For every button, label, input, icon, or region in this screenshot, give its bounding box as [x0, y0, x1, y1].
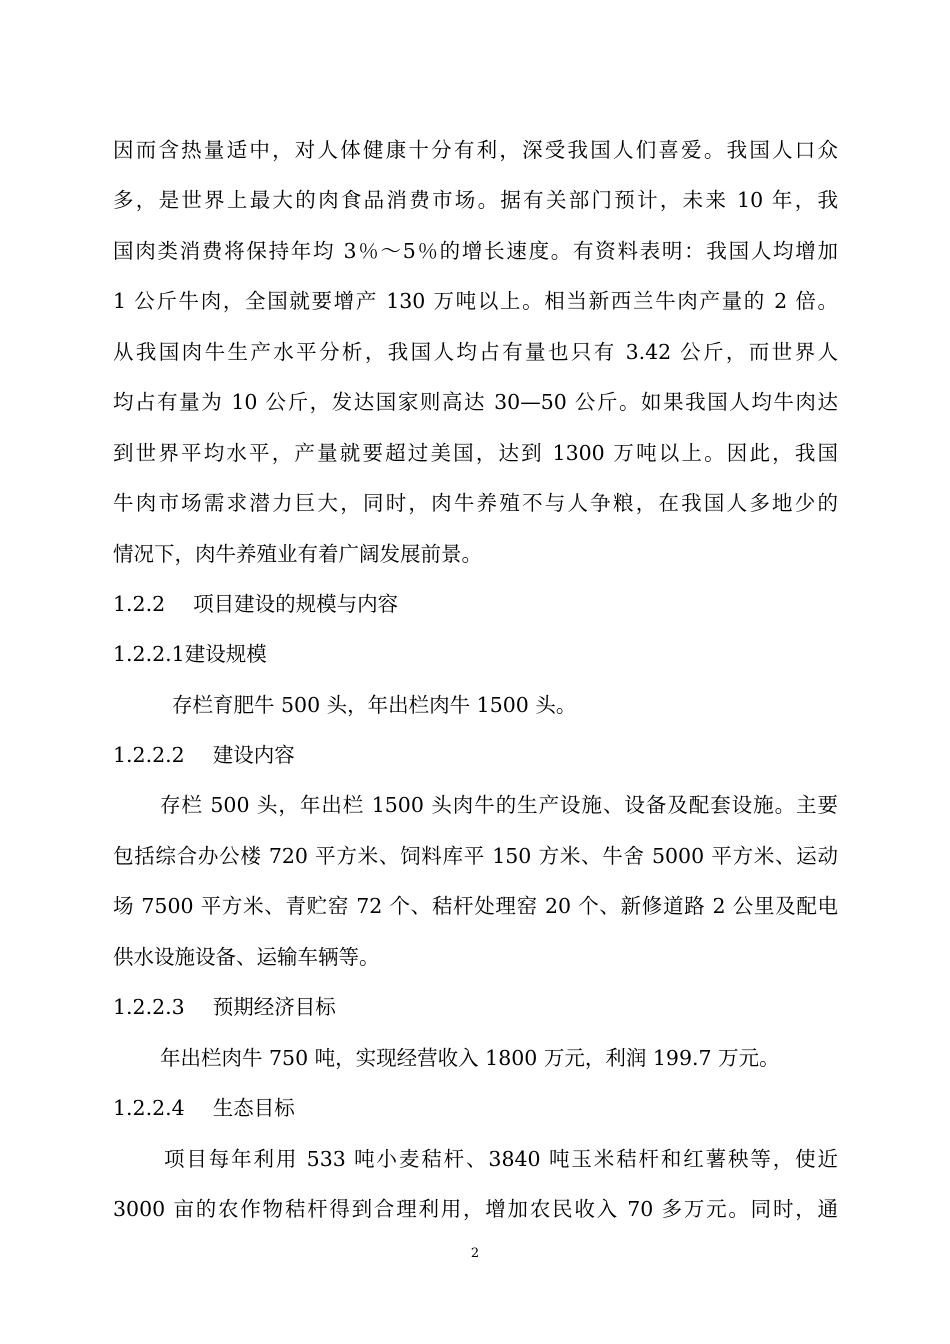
- section-heading-1-2-2-3: [113, 992, 336, 1022]
- paragraph-line: 项目每年利用 533 吨小麦秸杆、3840 吨玉米秸杆和红薯秧等，使近: [164, 1147, 838, 1171]
- paragraph-line: 供水设施设备、运输车辆等。: [113, 945, 380, 969]
- paragraph-line: 到世界平均水平，产量就要超过美国，达到 1300 万吨以上。因此，我国: [113, 441, 838, 465]
- paragraph-line: 多，是世界上最大的肉食品消费市场。据有关部门预计，未来 10 年，我: [113, 188, 838, 212]
- paragraph-line: 国肉类消费将保持年均 3％～5％的增长速度。有资料表明：我国人均增加: [113, 239, 838, 263]
- paragraph-line: 1 公斤牛肉，全国就要增产 130 万吨以上。相当新西兰牛肉产量的 2 倍。: [113, 289, 838, 313]
- paragraph-line: 3000 亩的农作物秸杆得到合理利用，增加农民收入 70 多万元。同时，通: [113, 1197, 838, 1221]
- paragraph-line: 存栏 500 头，年出栏 1500 头肉牛的生产设施、设备及配套设施。主要: [160, 793, 838, 817]
- section-heading-1-2-2-2: [113, 740, 295, 770]
- section-heading-1-2-2: [113, 589, 398, 619]
- paragraph-line: 包括综合办公楼 720 平方米、饲料库平 150 方米、牛舍 5000 平方米、运动: [113, 844, 838, 868]
- section-number: 1.2.2.4: [113, 1096, 185, 1120]
- section-title: 项目建设的规模与内容: [193, 592, 399, 616]
- paragraph-line: 场 7500 平方米、青贮窑 72 个、秸杆处理窑 20 个、新修道路 2 公里及配电: [113, 894, 838, 918]
- section-number: 1.2.2.3: [113, 995, 185, 1019]
- section-title: 预期经济目标: [212, 995, 336, 1019]
- economic-text: 年出栏肉牛 750 吨，实现经营收入 1800 万元，利润 199.7 万元。: [160, 1046, 780, 1070]
- section-title: 建设内容: [212, 743, 295, 767]
- section-heading-1-2-2-4: [113, 1093, 295, 1123]
- section-title: 生态目标: [212, 1096, 295, 1120]
- section-title: 建设规模: [184, 642, 267, 666]
- paragraph-line: 牛肉市场需求潜力巨大，同时，肉牛养殖不与人争粮，在我国人多地少的: [113, 491, 838, 515]
- section-number: 1.2.2.1: [113, 642, 185, 666]
- section-number: 1.2.2.2: [113, 743, 185, 767]
- scale-text: 存栏育肥牛 500 头，年出栏肉牛 1500 头。: [172, 693, 577, 717]
- section-number: 1.2.2: [113, 592, 166, 616]
- paragraph-line: 情况下，肉牛养殖业有着广阔发展前景。: [113, 542, 482, 566]
- paragraph-line: 因而含热量适中，对人体健康十分有利，深受我国人们喜爱。我国人口众: [113, 138, 838, 162]
- page-number: 2: [470, 1246, 480, 1261]
- paragraph-line: 从我国肉牛生产水平分析，我国人均占有量也只有 3.42 公斤，而世界人: [113, 340, 838, 364]
- paragraph-line: 均占有量为 10 公斤，发达国家则高达 30—50 公斤。如果我国人均牛肉达: [113, 390, 838, 414]
- section-heading-1-2-2-1: [113, 639, 267, 669]
